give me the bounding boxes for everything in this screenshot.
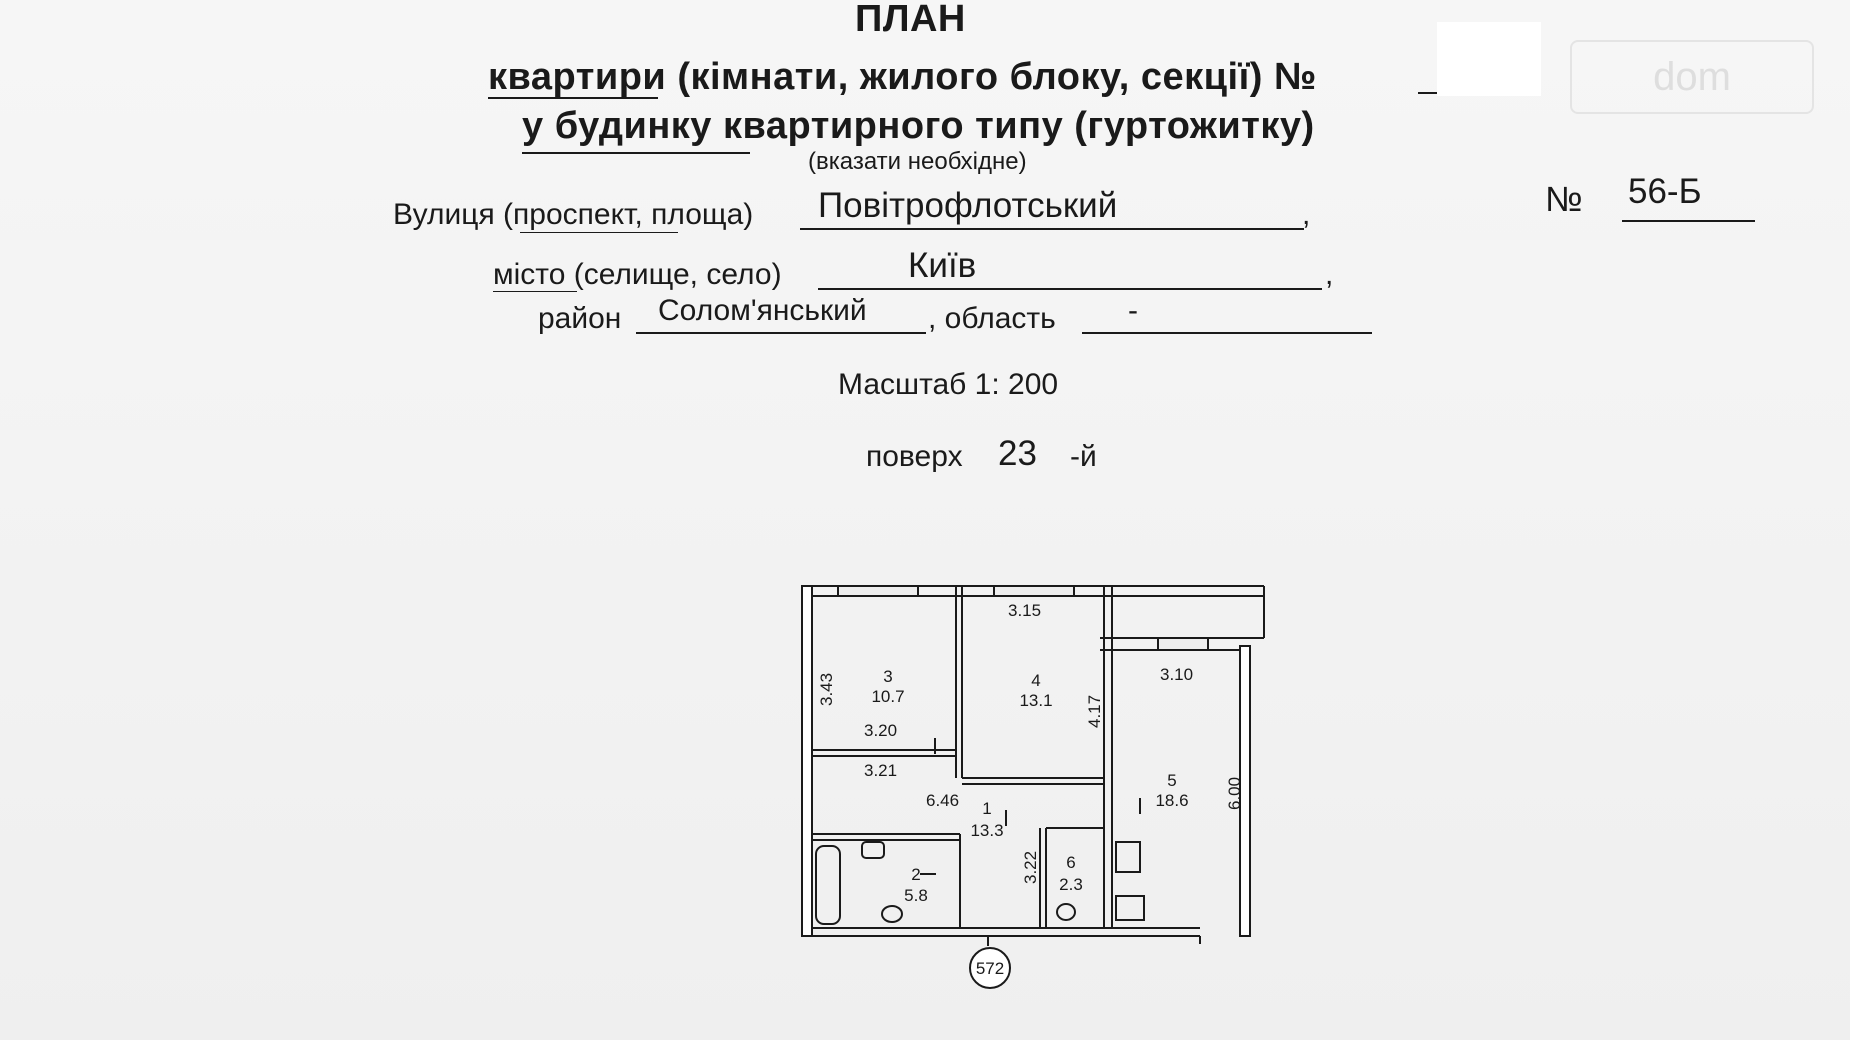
- title-note: (вказати необхідне): [808, 148, 1027, 175]
- district-label: район: [538, 302, 622, 335]
- dimension-label: 3.43: [817, 672, 836, 706]
- dimension-label: 4.17: [1085, 694, 1104, 728]
- window: [838, 586, 918, 596]
- dimension-label: 6.46: [926, 791, 960, 810]
- building-underline: [522, 152, 750, 154]
- room-number: 2: [911, 865, 921, 884]
- dimension-label: 3.15: [1008, 601, 1042, 620]
- title-line-apartment: квартири (кімнати, жилого блоку, секції) №: [488, 56, 1317, 98]
- floor-plan-drawing: [780, 578, 1280, 998]
- room-number: 1: [982, 799, 992, 818]
- city-underline: [818, 288, 1322, 290]
- dimension-label: 3.21: [864, 761, 898, 780]
- district-value: Солом'янський: [658, 294, 867, 327]
- room-area: 2.3: [1059, 875, 1083, 894]
- scale-label: Масштаб 1: 200: [838, 368, 1059, 401]
- title-line-building: у будинку квартирного типу (гуртожитку): [522, 105, 1315, 147]
- stove-icon: [1116, 842, 1140, 872]
- sink-icon: [862, 842, 884, 858]
- apartment-underline: [488, 97, 658, 99]
- street-value: Повітрофлотський: [818, 186, 1118, 225]
- number-label: №: [1545, 180, 1583, 219]
- outer-wall-left: [802, 586, 812, 936]
- toilet-icon: [1057, 904, 1075, 920]
- region-underline: [1082, 332, 1372, 334]
- kitchen-sink-icon: [1116, 896, 1144, 920]
- room-area: 13.3: [970, 821, 1004, 840]
- city-value: Київ: [908, 246, 977, 285]
- inventory-number: 572: [975, 959, 1005, 978]
- dimension-label: 3.20: [864, 721, 898, 740]
- watermark-logo: dom: [1570, 40, 1814, 114]
- dimension-label: 6.00: [1225, 776, 1244, 810]
- room-number: 4: [1031, 671, 1041, 690]
- room-area: 18.6: [1155, 791, 1189, 810]
- street-label-underline: [520, 232, 678, 233]
- room-area: 10.7: [871, 687, 905, 706]
- window: [1158, 638, 1208, 650]
- city-label-underline: [493, 291, 577, 292]
- window: [994, 586, 1074, 596]
- dimension-label: 3.22: [1021, 850, 1040, 884]
- house-number-underline: [1622, 220, 1755, 222]
- district-underline: [636, 332, 926, 334]
- redacted-number-box: [1437, 22, 1541, 96]
- floor-value: 23: [998, 434, 1037, 473]
- street-comma: ,: [1302, 198, 1311, 231]
- floor-suffix: -й: [1070, 440, 1097, 473]
- room-area: 13.1: [1019, 691, 1053, 710]
- city-comma: ,: [1325, 258, 1334, 291]
- room-area: 5.8: [904, 886, 928, 905]
- floor-label: поверх: [866, 440, 963, 473]
- street-underline: [800, 228, 1304, 230]
- region-label: , область: [928, 302, 1056, 335]
- room-number: 3: [883, 667, 893, 686]
- room-number: 6: [1066, 853, 1076, 872]
- bathtub-icon: [816, 846, 840, 924]
- toilet-icon: [882, 906, 902, 922]
- street-label: Вулиця (проспект, площа): [393, 198, 754, 231]
- room-number: 5: [1167, 771, 1177, 790]
- city-label: місто (селище, село): [493, 258, 782, 291]
- dimension-label: 3.10: [1160, 665, 1194, 684]
- house-number-value: 56-Б: [1628, 172, 1702, 211]
- region-value: -: [1128, 294, 1138, 327]
- plan-title: ПЛАН: [855, 0, 966, 40]
